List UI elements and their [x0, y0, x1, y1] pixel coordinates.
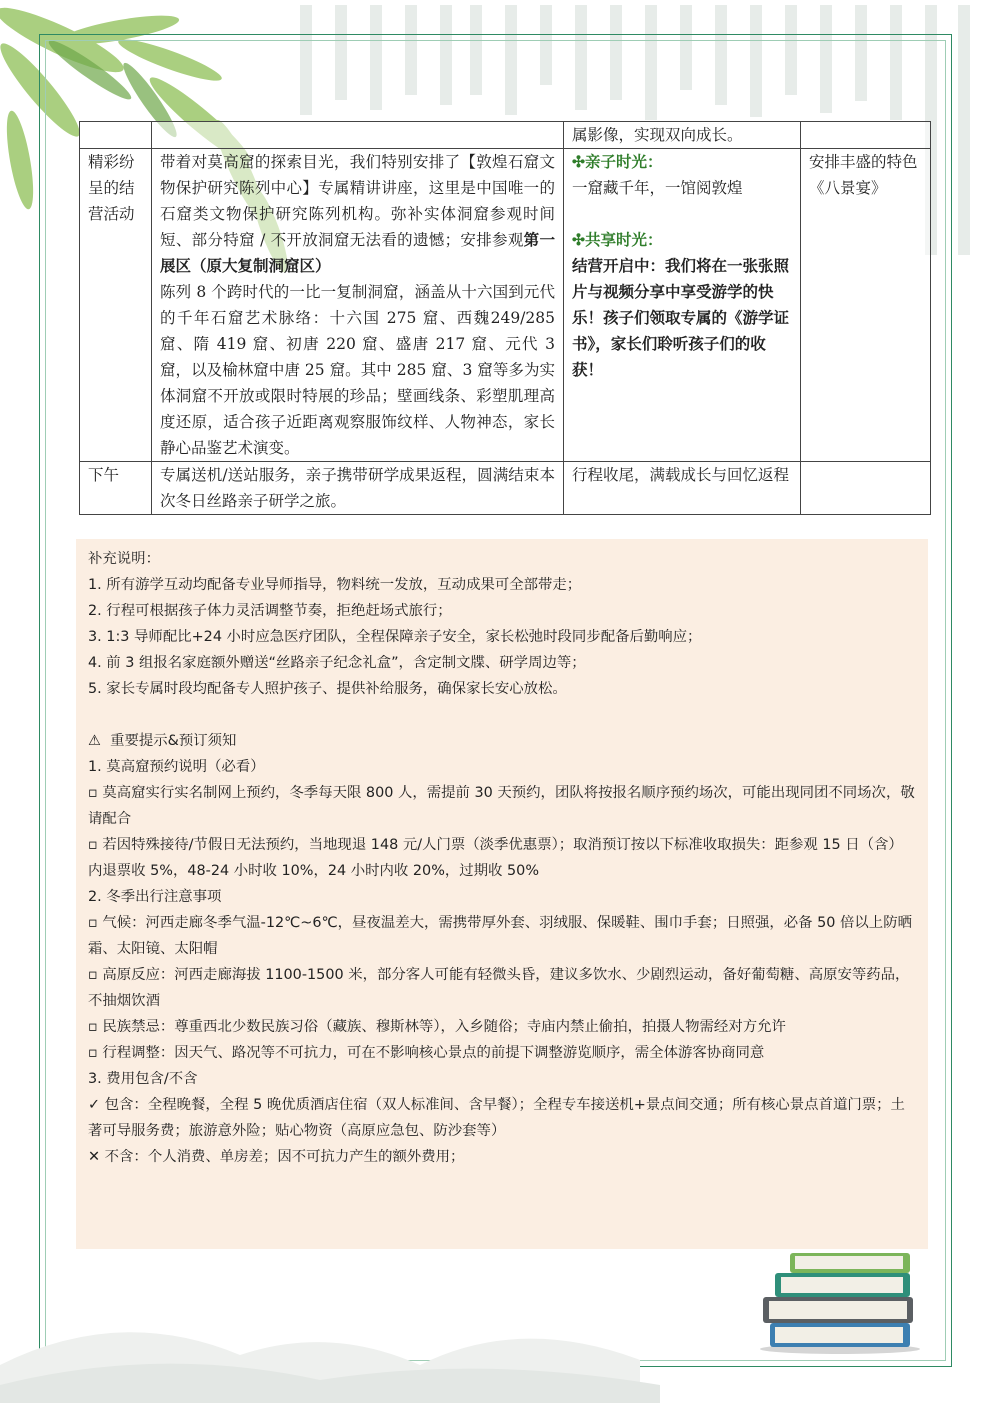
exhibit-zone-highlight: 第一展区（原大复制洞窟区） — [160, 230, 555, 275]
list-item: ▫ 民族禁忌：尊重西北少数民族习俗（藏族、穆斯林等），入乡随俗；寺庙内禁止偷拍，拍摄人物需经对方允许 — [88, 1019, 786, 1035]
afternoon-summary: 行程收尾，满载成长与回忆返程 — [564, 462, 801, 515]
list-item: 5. 家长专属时段均配备专人照护孩子、提供补给服务，确保家长安心放松。 — [88, 681, 567, 697]
table-cell — [801, 462, 931, 515]
exclude-text: 不含：个人消费、单房差；因不可抗力产生的额外费用； — [104, 1149, 465, 1165]
meal-cell: 安排丰盛的特色《八景宴》 — [801, 149, 931, 462]
parent-child-title: 亲子时光： — [585, 152, 663, 171]
list-item: 2. 行程可根据孩子体力灵活调整节奏，拒绝赶场式旅行； — [88, 603, 452, 619]
activity-highlights — [564, 149, 801, 462]
section-title: 2. 冬季出行注意事项 — [88, 889, 222, 905]
row-label-afternoon: 下午 — [80, 462, 152, 515]
books-illustration — [745, 1245, 925, 1355]
list-item: 1. 所有游学互动均配备专业导师指导，物料统一发放，互动成果可全部带走； — [88, 577, 582, 593]
list-item: ▫ 高原反应：河西走廊海拔 1100-1500 米，部分客人可能有轻微头昏，建议多饮水、少剧烈运动，备好葡萄糖、高原安等药品，不抽烟饮酒 — [88, 967, 910, 1009]
row-label-activity: 精彩纷呈的结营活动 — [80, 149, 152, 462]
share-title: 共享时光： — [585, 230, 663, 249]
table-row — [80, 122, 931, 149]
check-icon: ✓ — [88, 1097, 101, 1113]
sparkle-icon: ✣ — [572, 152, 585, 171]
activity-text-2: 陈列 8 个跨时代的一比一复制洞窟，涵盖从十六国到元代的千年石窟艺术脉络：十六国 275 窟、西魏249/285 窟、隋 419 窟、初唐 220 窟、盛唐 217 窟、元代 3 窟，以及榆林窟中唐 25 窟。其中 285 窟、3 窟等多为实体洞窟不开放或限时特展的珍品；壁画线条、彩塑肌理高度还原，适合孩子近距离观察服饰纹样、人物神态，家长静心品鉴艺术演变。 — [160, 283, 555, 457]
activity-text-1: 带着对莫高窟的探索目光，我们特别安排了【敦煌石窟文物保护研究陈列中心】专属精讲讲座，这里是中国唯一的石窟类文物保护研究陈列机构。弥补实体洞窟参观时间短、部分特窟 / 不开放洞窟无法看的遗憾；安排参观 — [160, 153, 555, 249]
warning-title: 重要提示&预订须知 — [110, 733, 237, 749]
cross-icon: ✕ — [88, 1149, 101, 1165]
share-text: 结营开启中：我们将在一张张照片与视频分享中享受游学的快乐！孩子们领取专属的《游学证书》，家长们聆听孩子们的收获！ — [572, 256, 790, 379]
list-item: ▫ 莫高窟实行实名制网上预约，冬季每天限 800 人，需提前 30 天预约，团队将按报名顺序预约场次，可能出现同团不同场次，敬请配合 — [88, 785, 915, 827]
sparkle-icon: ✣ — [572, 230, 585, 249]
afternoon-description: 专属送机/送站服务，亲子携带研学成果返程，圆满结束本次冬日丝路亲子研学之旅。 — [152, 462, 564, 515]
table-cell — [80, 122, 152, 149]
list-item: ▫ 若因特殊接待/节假日无法预约，当地现退 148 元/人门票（淡季优惠票）；取消预订按以下标准收取损失：距参观 15 日（含）内退票收 5%，48-24 小时收 10%，24 小时内收 20%，过期收 50% — [88, 837, 903, 879]
notes-title: 补充说明： — [88, 551, 160, 567]
include-text: 包含：全程晚餐，全程 5 晚优质酒店住宿（双人标准间、含早餐）；全程专车接送机+景点间交通；所有核心景点首道门票；土著可导服务费；旅游意外险；贴心物资（高原应急包、防沙套等） — [88, 1097, 905, 1139]
notes-panel — [76, 539, 928, 1249]
table-cell — [801, 122, 931, 149]
table-row — [80, 149, 931, 462]
table-cell: 属影像，实现双向成长。 — [564, 122, 801, 149]
list-item: ▫ 气候：河西走廊冬季气温-12℃~6℃，昼夜温差大，需携带厚外套、羽绒服、保暖鞋、围巾手套；日照强，必备 50 倍以上防晒霜、太阳镜、太阳帽 — [88, 915, 912, 957]
activity-description — [152, 149, 564, 462]
table-cell — [152, 122, 564, 149]
schedule-table — [79, 121, 931, 515]
section-title: 1. 莫高窟预约说明（必看） — [88, 759, 265, 775]
list-item: ▫ 行程调整：因天气、路况等不可抗力，可在不影响核心景点的前提下调整游览顺序，需全体游客协商同意 — [88, 1045, 765, 1061]
list-item: 4. 前 3 组报名家庭额外赠送“丝路亲子纪念礼盒”，含定制文牒、研学周边等； — [88, 655, 586, 671]
list-item: 3. 1:3 导师配比+24 小时应急医疗团队，全程保障亲子安全，家长松弛时段同步配备后勤响应； — [88, 629, 702, 645]
table-row — [80, 462, 931, 515]
parent-child-text: 一窟藏千年，一馆阅敦煌 — [572, 179, 743, 197]
warning-icon: ⚠ — [88, 733, 101, 749]
section-title: 3. 费用包含/不含 — [88, 1071, 198, 1087]
